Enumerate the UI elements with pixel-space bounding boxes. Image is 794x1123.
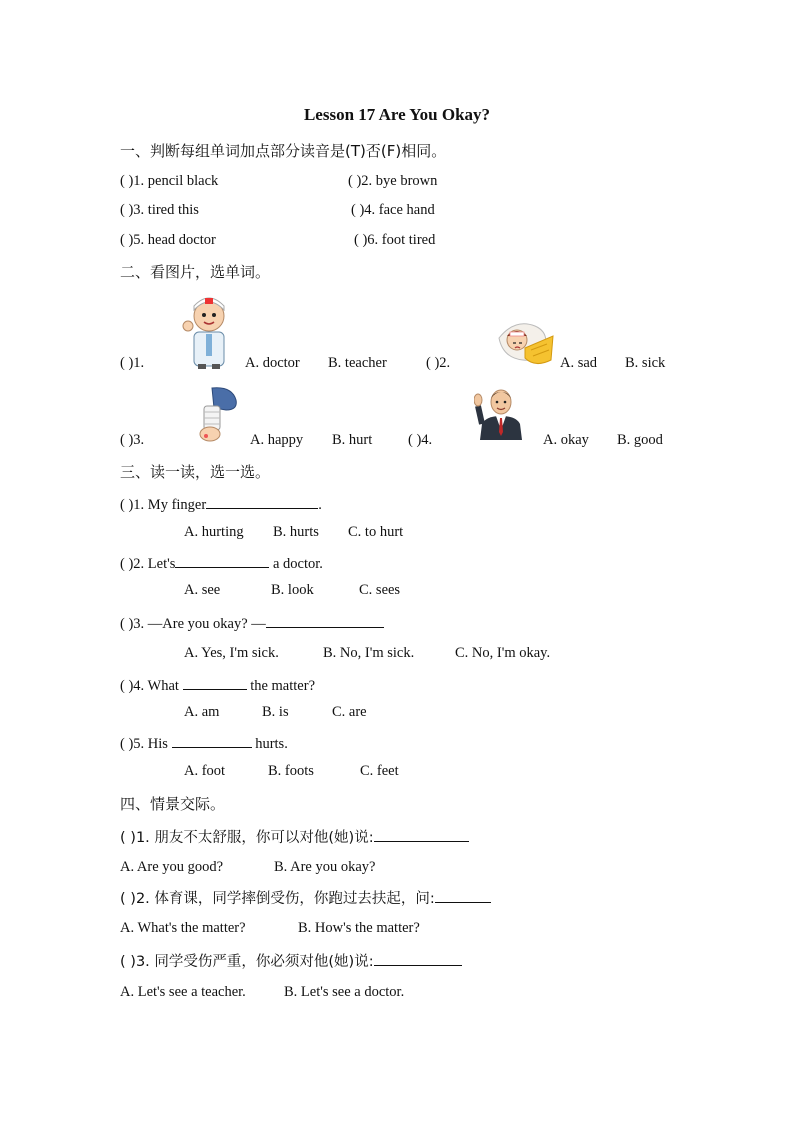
answer-paren[interactable]: ( ) — [120, 355, 134, 371]
answer-paren[interactable]: ( ) — [120, 173, 134, 189]
option-b: B. sick — [625, 355, 666, 371]
bandaged-hand-icon — [192, 386, 242, 444]
option-a: A. Let's see a teacher. — [120, 984, 246, 1000]
question-4-1: ( )1. 朋友不太舒服，你可以对他(她)说: — [120, 826, 469, 847]
option-c: C. sees — [359, 582, 401, 598]
option-b: B. How's the matter? — [298, 920, 420, 936]
question-4-2: ( )2. 体育课，同学摔倒受伤，你跑过去扶起，问: — [120, 887, 491, 908]
answer-blank[interactable] — [266, 613, 384, 628]
option-b: B. teacher — [328, 355, 387, 371]
section-2-heading: 二、看图片，选单词。 — [120, 263, 271, 281]
option-b: B. hurt — [332, 432, 373, 448]
sick-girl-icon — [495, 318, 557, 370]
option-a: A. see — [184, 582, 221, 598]
question-1-6 — [354, 232, 435, 249]
answer-blank[interactable] — [183, 675, 247, 690]
question-text: 3. tired this — [133, 202, 199, 218]
question-text: 2. bye brown — [361, 173, 438, 189]
answer-paren[interactable]: ( ) — [426, 355, 440, 371]
option-a: A. Are you good? — [120, 859, 224, 875]
option-a: A. What's the matter? — [120, 920, 246, 936]
answer-paren[interactable]: ( ) — [120, 497, 134, 513]
option-c: C. to hurt — [348, 524, 404, 540]
option-b: B. foots — [268, 763, 314, 779]
section-3-heading: 三、读一读，选一选。 — [120, 463, 271, 481]
option-b: B. Are you okay? — [274, 859, 376, 875]
option-a: A. doctor — [245, 355, 300, 371]
option-b: B. hurts — [273, 524, 319, 540]
question-3-1: ( )1. My finger . — [120, 494, 322, 514]
answer-paren[interactable]: ( ) — [408, 432, 422, 448]
option-c: C. feet — [360, 763, 399, 779]
option-a: A. am — [184, 704, 220, 720]
answer-paren[interactable]: ( ) — [120, 616, 134, 632]
page-title: Lesson 17 Are You Okay? — [303, 105, 491, 124]
option-a: A. hurting — [184, 524, 244, 540]
option-b: B. good — [617, 432, 663, 448]
answer-blank[interactable] — [374, 827, 469, 842]
answer-paren[interactable]: ( ) — [120, 954, 136, 970]
option-b: B. look — [271, 582, 314, 598]
option-b: B. No, I'm sick. — [323, 645, 415, 661]
question-2-4: ( )4. — [408, 432, 433, 448]
option-c: C. No, I'm okay. — [455, 645, 551, 661]
question-text: 6. foot tired — [367, 232, 436, 248]
question-3-2: ( )2. Let's a doctor. — [120, 553, 323, 573]
option-a: A. sad — [560, 355, 598, 371]
option-c: C. are — [332, 704, 367, 720]
section-4-heading: 四、情景交际。 — [120, 795, 226, 813]
doctor-icon — [180, 292, 240, 370]
question-text: 1. pencil black — [133, 173, 219, 189]
answer-paren[interactable]: ( ) — [351, 202, 365, 218]
answer-paren[interactable]: ( ) — [120, 556, 134, 572]
answer-paren[interactable]: ( ) — [348, 173, 362, 189]
answer-blank[interactable] — [172, 733, 252, 748]
answer-blank[interactable] — [175, 553, 269, 568]
answer-paren[interactable]: ( ) — [120, 232, 134, 248]
section-1-heading: 一、判断每组单词加点部分读音是(T)否(F)相同。 — [120, 142, 447, 160]
question-text: 4. face hand — [364, 202, 435, 218]
answer-paren[interactable]: ( ) — [120, 432, 134, 448]
option-b: B. Let's see a doctor. — [284, 984, 405, 1000]
answer-blank[interactable] — [374, 951, 462, 966]
waving-man-icon — [474, 384, 528, 440]
option-b: B. is — [262, 704, 289, 720]
answer-paren[interactable]: ( ) — [354, 232, 368, 248]
question-1-5 — [120, 232, 216, 249]
answer-blank[interactable] — [206, 494, 318, 509]
answer-paren[interactable]: ( ) — [120, 202, 134, 218]
question-3-5: ( )5. His hurts. — [120, 733, 288, 753]
question-text: 5. head doctor — [133, 232, 216, 248]
question-2-1: ( )1. — [120, 355, 145, 371]
question-1-2 — [348, 173, 437, 190]
question-1-1 — [120, 173, 218, 190]
answer-blank[interactable] — [435, 888, 491, 903]
answer-paren[interactable]: ( ) — [120, 891, 136, 907]
question-3-3: ( )3. —Are you okay? — — [120, 613, 384, 633]
question-1-4 — [351, 202, 435, 219]
question-1-3 — [120, 202, 199, 219]
question-4-3: ( )3. 同学受伤严重，你必须对他(她)说: — [120, 950, 462, 971]
option-a: A. Yes, I'm sick. — [184, 645, 279, 661]
option-a: A. okay — [543, 432, 589, 448]
option-a: A. happy — [250, 432, 304, 448]
answer-paren[interactable]: ( ) — [120, 830, 136, 846]
question-3-4: ( )4. What the matter? — [120, 675, 315, 695]
question-2-2: ( )2. — [426, 355, 451, 371]
question-2-3: ( )3. — [120, 432, 145, 448]
option-a: A. foot — [184, 763, 226, 779]
answer-paren[interactable]: ( ) — [120, 678, 134, 694]
answer-paren[interactable]: ( ) — [120, 736, 134, 752]
